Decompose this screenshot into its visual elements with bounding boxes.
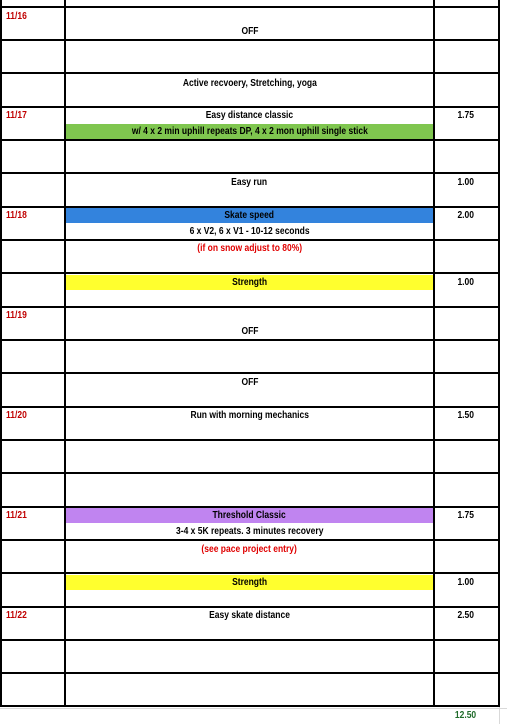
workout-text: Skate speed [224,210,275,221]
workout-cell-highlight [66,575,433,590]
workout-cell [66,324,433,339]
workout-cell [66,108,433,123]
hours-value [436,410,496,421]
grid-line [0,439,499,441]
workout-text: Threshold Classic [212,510,287,521]
workout-text: Strength [232,577,267,588]
workout-text: (see pace project entry) [201,544,298,555]
workout-text: OFF [241,377,258,388]
workout-text: Easy run [231,177,268,188]
hours-text: 2.00 [457,210,475,221]
total-hours-text: 12.50 [455,710,477,721]
workout-text: w/ 4 x 2 min uphill repeats DP, 4 x 2 mon uphill single stick [131,126,368,137]
hours-value [436,277,496,288]
hours-value [436,577,496,588]
workout-text: Strength [232,277,267,288]
grid-line [0,272,499,274]
hours-value [436,510,496,521]
workout-note [66,542,433,557]
hours-value [436,110,496,121]
day-date: 11/21 [6,510,27,521]
hours-text: 1.75 [457,510,475,521]
total-hours [436,710,496,721]
hours-text: 1.50 [457,410,475,421]
workout-text: Active recvoery, Stretching, yoga [182,78,317,89]
workout-text: OFF [241,326,258,337]
grid-line [0,708,507,709]
grid-line [0,705,499,707]
day-date: 11/16 [6,11,27,22]
day-date: 11/18 [6,210,27,221]
grid-line [0,72,499,74]
hours-text: 2.50 [457,610,475,621]
workout-cell [66,524,433,539]
workout-cell [66,608,433,623]
grid-line [0,339,499,341]
workout-text: Run with morning mechanics [190,410,309,421]
grid-line [0,39,499,41]
grid-line [0,539,499,541]
workout-cell-highlight [66,508,433,523]
grid-line [0,572,499,574]
workout-text: OFF [241,26,258,37]
workout-cell [66,224,433,239]
workout-text: (if on snow adjust to 80%) [197,243,302,254]
day-date: 11/17 [6,110,27,121]
grid-line [0,172,499,174]
hours-value [436,210,496,221]
day-date: 11/19 [6,310,27,321]
hours-text: 1.00 [457,177,475,188]
workout-cell-highlight [66,208,433,223]
hours-value [436,177,496,188]
workout-cell-highlight [66,124,433,139]
grid-line [0,139,499,141]
workout-cell [66,24,433,39]
workout-cell [66,175,433,190]
day-date: 11/22 [6,610,27,621]
hours-text: 1.75 [457,110,475,121]
day-date: 11/20 [6,410,27,421]
workout-cell [66,408,433,423]
workout-text: 6 x V2, 6 x V1 - 10-12 seconds [189,226,310,237]
grid-line [0,639,499,641]
grid-line [0,672,499,674]
workout-cell [66,76,433,91]
grid-line [0,306,499,308]
hours-value [436,610,496,621]
workout-text: Easy skate distance [209,610,290,621]
grid-line [0,472,499,474]
hours-text: 1.00 [457,577,475,588]
workout-cell-highlight [66,275,433,290]
workout-cell [66,375,433,390]
grid-line [0,6,499,8]
workout-text: Easy distance classic [205,110,294,121]
workout-text: 3-4 x 5K repeats. 3 minutes recovery [175,526,324,537]
hours-text: 1.00 [457,277,475,288]
workout-note [66,241,433,256]
grid-line [0,372,499,374]
